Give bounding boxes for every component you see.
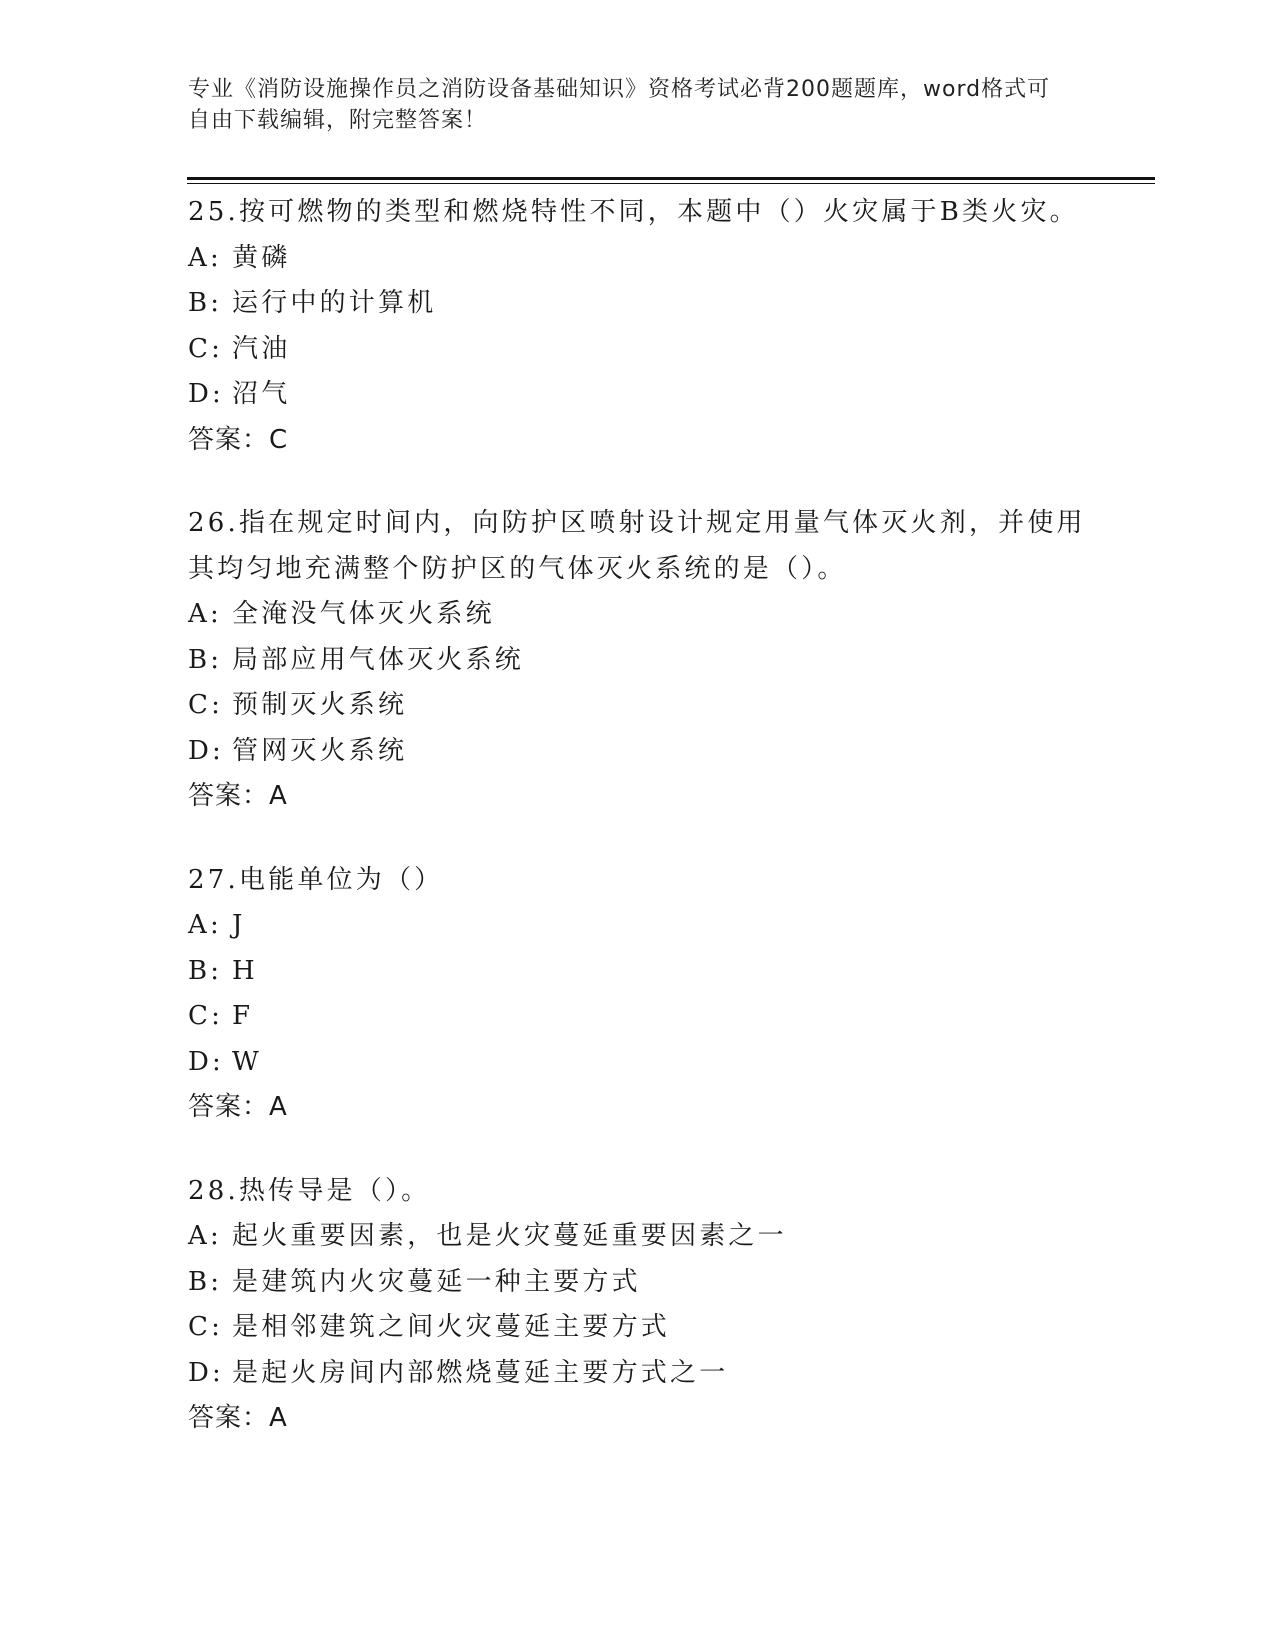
answer-line: 答案：A — [188, 1403, 288, 1433]
option-letter: A: — [188, 910, 222, 940]
option-c — [188, 1305, 1088, 1351]
option-b — [188, 1260, 1088, 1306]
option-d — [188, 729, 1088, 775]
option-text: 是相邻建筑之间火灾蔓延主要方式 — [232, 1312, 671, 1342]
question-list — [188, 190, 1088, 1480]
option-d — [188, 1351, 1088, 1397]
option-b — [188, 949, 1088, 995]
option-letter: B: — [188, 644, 223, 675]
option-letter: B: — [188, 955, 223, 986]
option-letter: D: — [188, 379, 225, 409]
option-letter: A: — [188, 599, 222, 629]
option-letter: C: — [188, 333, 224, 364]
option-text: 沼气 — [232, 379, 291, 409]
header-divider-thick — [187, 177, 1155, 180]
option-d — [188, 372, 1088, 418]
option-a — [188, 903, 1088, 949]
option-d — [188, 1040, 1088, 1086]
option-text: 局部应用气体灭火系统 — [232, 644, 525, 675]
option-letter: C: — [188, 690, 224, 720]
question-stem: 27.电能单位为（） — [188, 864, 444, 895]
option-b — [188, 638, 1088, 684]
option-letter: D: — [188, 1357, 225, 1388]
option-text: 是起火房间内部燃烧蔓延主要方式之一 — [232, 1357, 729, 1388]
question-28 — [188, 1169, 1088, 1442]
option-letter: D: — [188, 1046, 225, 1077]
option-c — [188, 994, 1088, 1040]
option-text: 全淹没气体灭火系统 — [232, 599, 495, 629]
question-stem: 28.热传导是（）。 — [188, 1175, 431, 1206]
option-letter: A: — [188, 242, 222, 273]
option-letter: D: — [188, 735, 225, 766]
option-text: H — [232, 955, 258, 986]
option-text: 黄磷 — [232, 242, 291, 273]
document-intro: 专业《消防设施操作员之消防设备基础知识》资格考试必背200题题库，word格式可自由下载编辑，附完整答案！ — [188, 77, 1051, 133]
option-text: 预制灭火系统 — [232, 690, 408, 720]
option-c — [188, 683, 1088, 729]
question-stem: 25.按可燃物的类型和燃烧特性不同，本题中（）火灾属于B类火灾。 — [188, 197, 1079, 227]
option-a — [188, 1214, 1088, 1260]
option-c — [188, 327, 1088, 373]
option-letter: B: — [188, 288, 223, 318]
question-26 — [188, 501, 1088, 820]
question-25 — [188, 190, 1088, 463]
option-b — [188, 281, 1088, 327]
option-text: 起火重要因素，也是火灾蔓延重要因素之一 — [232, 1221, 787, 1251]
header-divider-thin — [187, 183, 1155, 184]
answer-line: 答案：A — [188, 1092, 288, 1122]
option-letter: B: — [188, 1266, 223, 1297]
option-text: 汽油 — [232, 333, 291, 364]
option-text: W — [232, 1046, 262, 1077]
option-letter: C: — [188, 1001, 224, 1031]
option-a — [188, 236, 1088, 282]
option-text: 管网灭火系统 — [232, 735, 408, 766]
question-stem: 26.指在规定时间内，向防护区喷射设计规定用量气体灭火剂，并使用其均匀地充满整个防护区的气体灭火系统的是（）。 — [188, 508, 1086, 584]
option-letter: C: — [188, 1312, 224, 1342]
option-text: J — [232, 910, 246, 940]
question-27 — [188, 858, 1088, 1131]
option-text: 是建筑内火灾蔓延一种主要方式 — [232, 1266, 641, 1297]
option-letter: A: — [188, 1221, 222, 1251]
answer-line: 答案：C — [188, 424, 289, 455]
answer-line: 答案：A — [188, 781, 288, 811]
option-a — [188, 592, 1088, 638]
option-text: 运行中的计算机 — [232, 288, 437, 318]
option-text: F — [232, 1001, 254, 1031]
